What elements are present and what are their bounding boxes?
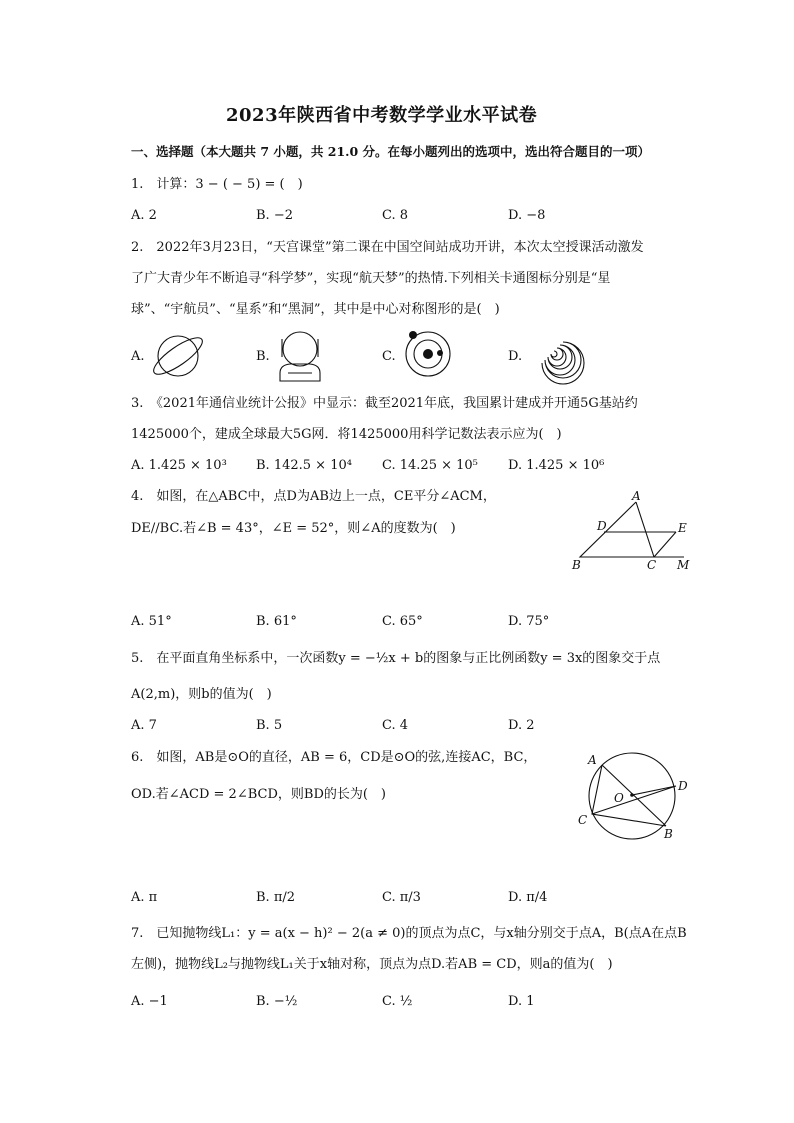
q4-option-a[interactable]: A. 51° (131, 614, 172, 629)
question-2-stem-line3: 球”、“宇航员”、“星系”和“黑洞”，其中是中心对称图形的是( ) (131, 302, 500, 317)
question-2-stem-line2: 了广大青少年不断追寻“科学梦”，实现“航天梦”的热情.下列相关卡通图标分别是“星 (131, 271, 611, 286)
q7-option-d[interactable]: D. 1 (508, 994, 535, 1009)
question-4-stem-line1: 4. 如图，在△ABC中，点D为AB边上一点，CE平分∠ACM， (131, 489, 496, 504)
q2-option-d[interactable]: D. (508, 349, 523, 364)
label-O: O (614, 791, 624, 805)
q6-option-b[interactable]: B. π/2 (256, 890, 296, 905)
q2-option-c[interactable]: C. (382, 349, 396, 364)
label-C: C (578, 813, 588, 827)
q1-option-a[interactable]: A. 2 (131, 208, 157, 223)
q3-option-d[interactable]: D. 1.425 × 10⁶ (508, 458, 605, 473)
q4-option-b[interactable]: B. 61° (256, 614, 297, 629)
label-B: B (572, 558, 581, 572)
label-C: C (647, 558, 657, 572)
q5-option-a[interactable]: A. 7 (131, 718, 157, 733)
planet-icon (146, 330, 210, 382)
q3-option-c[interactable]: C. 14.25 × 10⁵ (382, 458, 478, 473)
question-5-stem-line1: 5. 在平面直角坐标系中，一次函数y = −½x + b的图象与正比例函数y = 3x的图象交于点 (131, 651, 661, 666)
q4-option-d[interactable]: D. 75° (508, 614, 550, 629)
q1-option-c[interactable]: C. 8 (382, 208, 409, 223)
question-2-stem-line1: 2. 2022年3月23日，“天宫课堂”第二课在中国空间站成功开讲，本次太空授课活动激发 (131, 240, 644, 255)
label-M: M (677, 558, 690, 572)
q2-option-b[interactable]: B. (256, 349, 270, 364)
q7-option-b[interactable]: B. −½ (256, 994, 298, 1009)
section-heading: 一、选择题（本大题共 7 小题，共 21.0 分。在每小题列出的选项中，选出符合题目的一项） (131, 144, 651, 159)
q5-option-d[interactable]: D. 2 (508, 718, 535, 733)
q5-option-b[interactable]: B. 5 (256, 718, 283, 733)
label-E: E (678, 521, 687, 535)
q1-option-b[interactable]: B. −2 (256, 208, 293, 223)
astronaut-icon (272, 327, 328, 383)
circle-figure (574, 748, 700, 848)
q7-option-a[interactable]: A. −1 (131, 994, 168, 1009)
q6-option-a[interactable]: A. π (131, 890, 158, 905)
q1-option-d[interactable]: D. −8 (508, 208, 546, 223)
question-4-stem-line2: DE//BC.若∠B = 43°，∠E = 52°，则∠A的度数为( ) (131, 521, 456, 536)
question-3-stem-line1: 3. 《2021年通信业统计公报》中显示：截至2021年底，我国累计建成并开通5G基站约 (131, 396, 638, 411)
label-A: A (632, 489, 641, 503)
q4-option-c[interactable]: C. 65° (382, 614, 423, 629)
question-1-stem: 1. 计算：3 − ( − 5) = ( ) (131, 177, 303, 192)
q3-option-a[interactable]: A. 1.425 × 10³ (131, 458, 227, 473)
q6-option-d[interactable]: D. π/4 (508, 890, 548, 905)
page-title: 2023年陕西省中考数学学业水平试卷 (226, 105, 538, 126)
q5-option-c[interactable]: C. 4 (382, 718, 409, 733)
triangle-figure (566, 490, 696, 576)
black-hole-icon (526, 328, 582, 380)
question-7-stem-line1: 7. 已知抛物线L₁：y = a(x − h)² − 2(a ≠ 0)的顶点为点C，与x轴分别交于点A，B(点A在点B (131, 926, 687, 941)
question-6-stem-line1: 6. 如图，AB是⊙O的直径，AB = 6，CD是⊙O的弦,连接AC，BC， (131, 750, 537, 765)
q3-option-b[interactable]: B. 142.5 × 10⁴ (256, 458, 352, 473)
q6-option-c[interactable]: C. π/3 (382, 890, 421, 905)
galaxy-icon (400, 328, 456, 380)
label-B: B (664, 827, 673, 841)
question-3-stem-line2: 1425000个，建成全球最大5G网．将1425000用科学记数法表示应为( ) (131, 427, 562, 442)
question-6-stem-line2: OD.若∠ACD = 2∠BCD，则BD的长为( ) (131, 787, 387, 802)
label-D: D (597, 519, 607, 533)
question-5-stem-line2: A(2,m)，则b的值为( ) (131, 687, 272, 702)
label-D: D (678, 779, 688, 793)
q7-option-c[interactable]: C. ½ (382, 994, 413, 1009)
label-A: A (588, 753, 597, 767)
question-7-stem-line2: 左侧)，抛物线L₂与抛物线L₁关于x轴对称，顶点为点D.若AB = CD，则a的值为( ) (131, 957, 613, 972)
q2-option-a[interactable]: A. (131, 349, 145, 364)
